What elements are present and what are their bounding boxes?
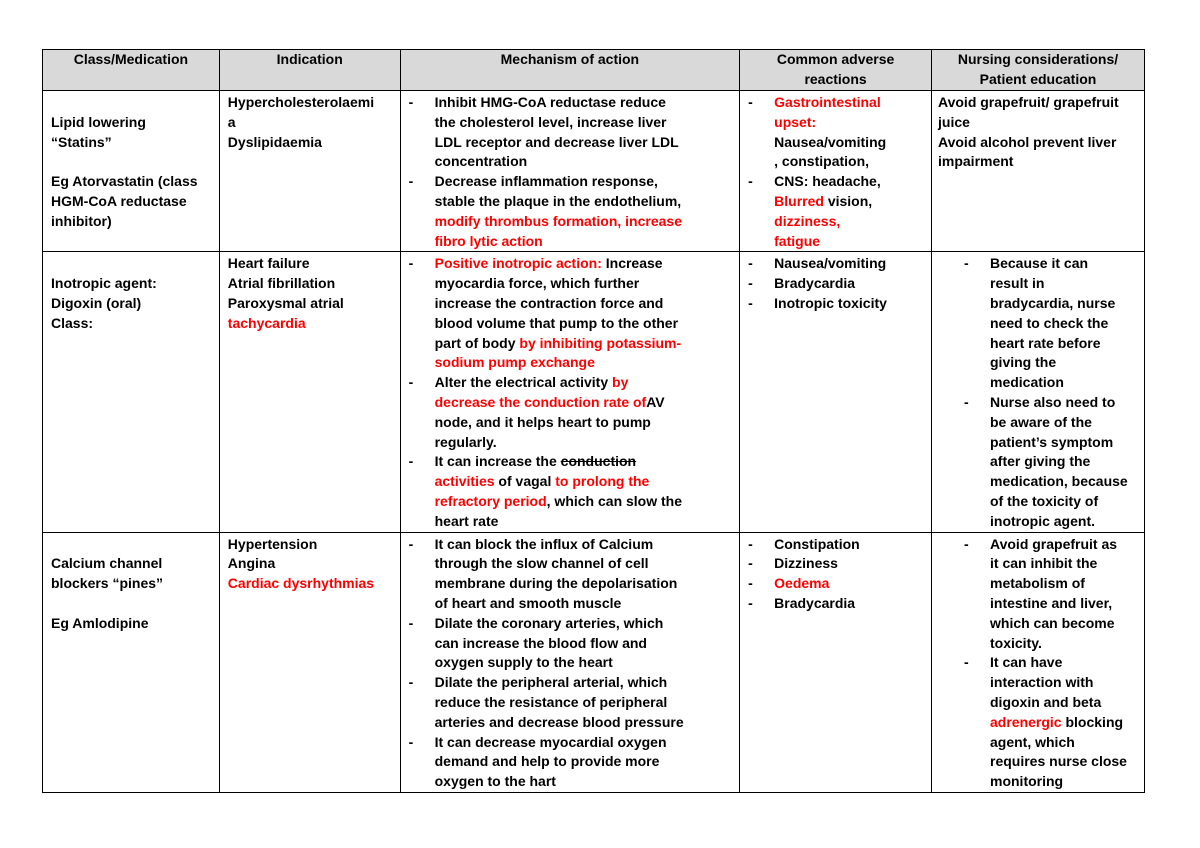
table-row-digoxin [43, 252, 1145, 532]
list-item: - Dilate the peripheral arterial, which reduce the resistance of peripheral arteries and decrease blood pressure [408, 674, 684, 730]
ccb-adverse-cell [740, 532, 932, 792]
list-item: - Gastrointestinal upset: Nausea/vomiting , constipation, [748, 94, 887, 170]
list-item: - Nurse also need to be aware of the patient’s symptom after giving the medication, because of the toxicity of inotropic agent. [964, 393, 1128, 529]
header-row [43, 50, 1145, 91]
list-item: - It can decrease myocardial oxygen demand and help to provide more oxygen to the hart [408, 733, 667, 790]
header-nursing: Nursing considerations/ Patient education [932, 50, 1145, 91]
statins-indication-cell: Hypercholesterolaemi a Dyslipidaemia [219, 91, 400, 252]
ccb-class-cell: Calcium channel blockers “pines” Eg Amlodipine [43, 532, 220, 792]
statins-adverse-cell [740, 91, 932, 252]
list-item: - It can block the influx of Calcium through the slow channel of cell membrane during the depolarisation of heart and smooth muscle [408, 535, 678, 611]
list-item: - Constipation [748, 535, 860, 552]
list-item: - Decrease inflammation response, stable the plaque in the endothelium, modify thrombus formation, increase fibro lytic action [408, 173, 682, 249]
medication-table [42, 49, 1145, 793]
statins-mechanism-cell [400, 91, 740, 252]
header-mechanism: Mechanism of action [400, 50, 740, 91]
list-item: - Oedema [748, 575, 830, 592]
list-item: - Dilate the coronary arteries, which can increase the blood flow and oxygen supply to the heart [408, 614, 664, 671]
digoxin-adverse-cell [740, 252, 932, 532]
ccb-indication-cell: Hypertension Angina Cardiac dysrhythmias [219, 532, 400, 792]
list-item: - Inotropic toxicity [748, 294, 887, 311]
list-item: - Alter the electrical activity by decrease the conduction rate ofAV node, and it helps heart to pump regularly. [408, 374, 665, 450]
list-item: - It can increase the conduction activities of vagal to prolong the refractory period, which can slow the heart rate [408, 453, 683, 529]
list-item: - Inhibit HMG-CoA reductase reduce the cholesterol level, increase liver LDL receptor and decrease liver LDL concentration [408, 94, 679, 170]
header-class: Class/Medication [43, 50, 220, 91]
list-item: - Avoid grapefruit as it can inhibit the metabolism of intestine and liver, which can become toxicity. [964, 535, 1118, 651]
table-row-statins [43, 91, 1145, 252]
list-item: - CNS: headache, Blurred vision, dizziness, fatigue [748, 173, 881, 249]
digoxin-mechanism-cell [400, 252, 740, 532]
header-indication: Indication [219, 50, 400, 91]
list-item: - Bradycardia [748, 275, 856, 292]
list-item: - Bradycardia [748, 594, 856, 611]
digoxin-class-cell: Inotropic agent: Digoxin (oral) Class: [43, 252, 220, 532]
statins-nursing-cell: Avoid grapefruit/ grapefruit juice Avoid alcohol prevent liver impairment [932, 91, 1145, 252]
list-item: - Positive inotropic action: Increase myocardia force, which further increase the contraction force and blood volume that pump to the other part of body by inhibiting potassium- sodium pump exchange [408, 255, 682, 371]
ccb-nursing-cell [932, 532, 1145, 792]
table-row-ccb [43, 532, 1145, 792]
list-item: - Dizziness [748, 555, 838, 572]
statins-class-cell: Lipid lowering “Statins” Eg Atorvastatin (class HGM-CoA reductase inhibitor) [43, 91, 220, 252]
header-adverse: Common adverse reactions [740, 50, 932, 91]
ccb-mechanism-cell [400, 532, 740, 792]
digoxin-indication-cell: Heart failure Atrial fibrillation Paroxysmal atrial tachycardia [219, 252, 400, 532]
list-item: - It can have interaction with digoxin and beta adrenergic blocking agent, which requires nurse close monitoring [964, 654, 1127, 790]
digoxin-nursing-cell [932, 252, 1145, 532]
list-item: - Because it can result in bradycardia, nurse need to check the heart rate before giving the medication [964, 255, 1116, 391]
list-item: - Nausea/vomiting [748, 255, 887, 272]
